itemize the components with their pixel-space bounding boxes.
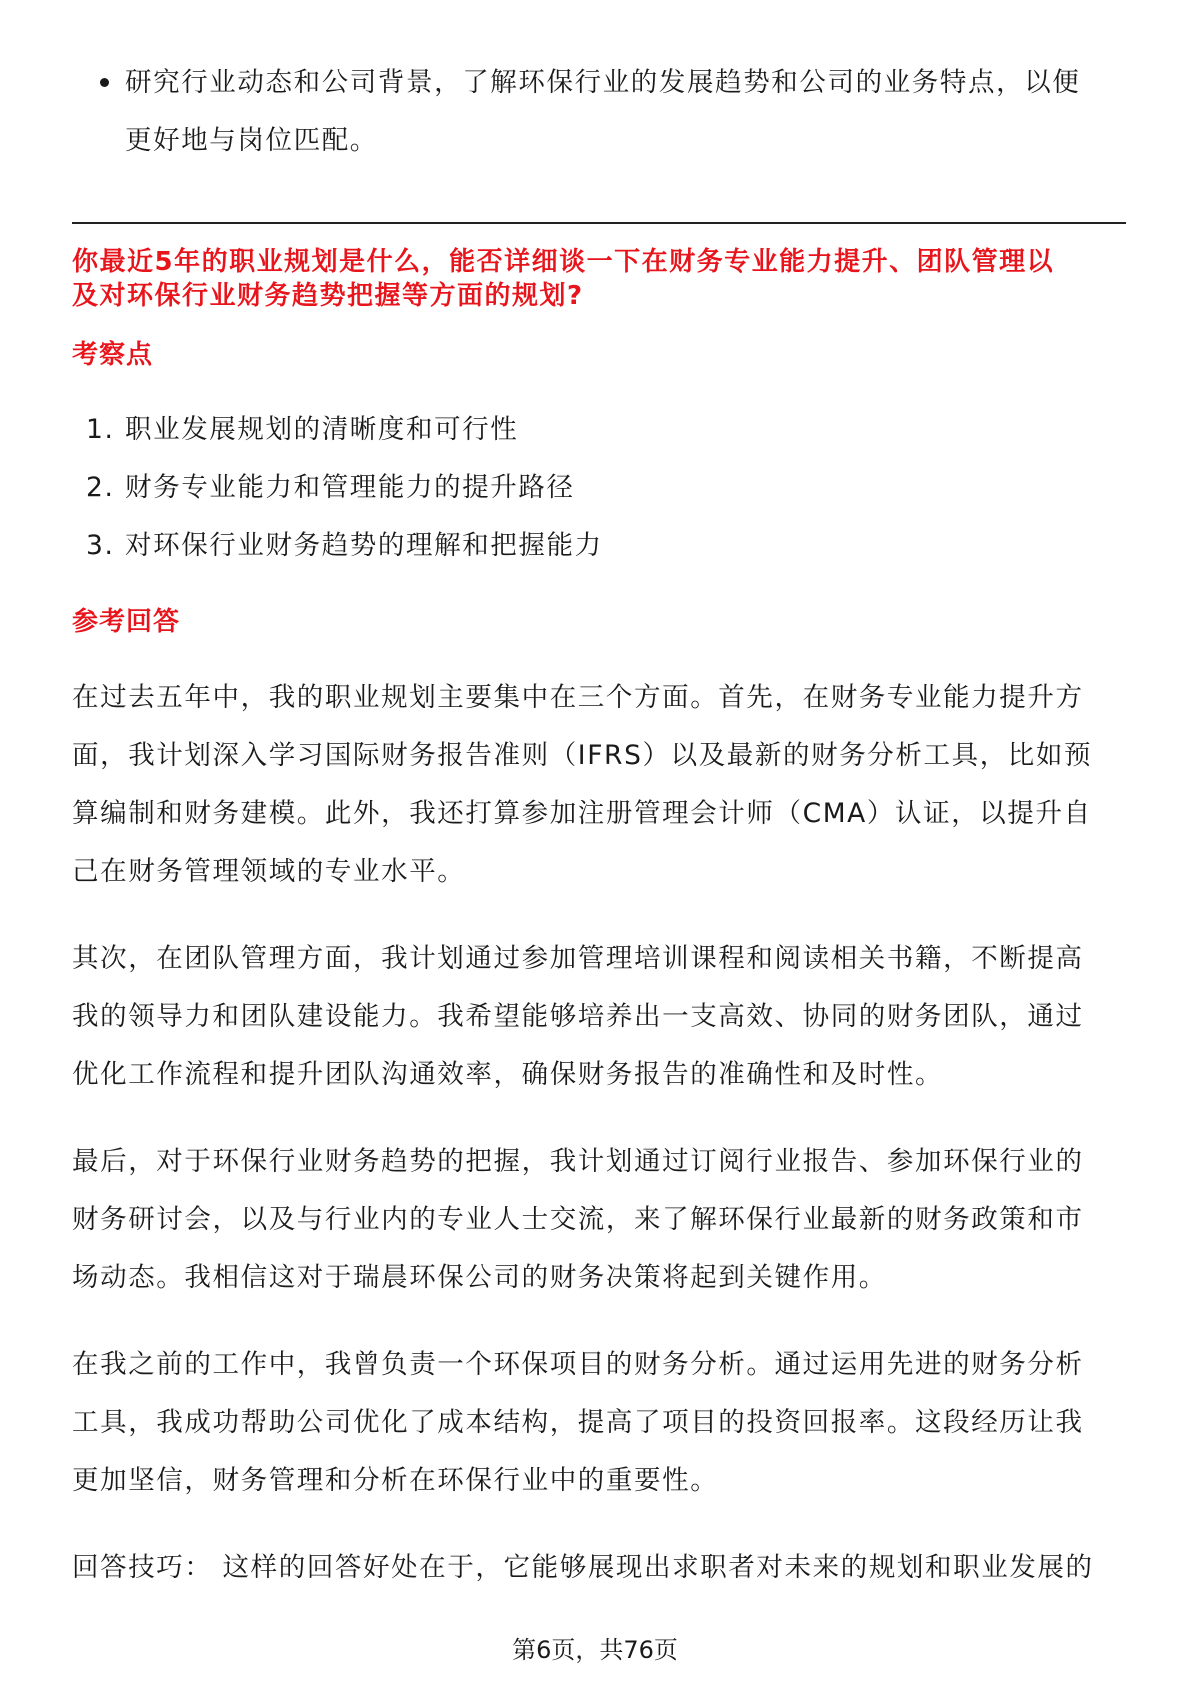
divider: [72, 222, 1126, 224]
section-label: 参考回答: [72, 607, 181, 637]
text-line: 最后，对于环保行业财务趋势的把握，我计划通过订阅行业报告、参加环保行业的: [72, 1146, 1084, 1177]
list-number: 3.: [86, 530, 115, 561]
text-line: 其次，在团队管理方面，我计划通过参加管理培训课程和阅读相关书籍，不断提高: [72, 943, 1084, 974]
text-line: 优化工作流程和提升团队沟通效率，确保财务报告的准确性和及时性。: [72, 1059, 944, 1090]
text-line: 我的领导力和团队建设能力。我希望能够培养出一支高效、协同的财务团队，通过: [72, 1001, 1084, 1032]
text-line: 更好地与岗位匹配。: [125, 125, 378, 156]
text-line: 财务研讨会，以及与行业内的专业人士交流，来了解环保行业最新的财务政策和市: [72, 1204, 1084, 1235]
list-number: 1.: [86, 414, 115, 445]
question-heading: [72, 245, 1132, 313]
text-line: 研究行业动态和公司背景，了解环保行业的发展趋势和公司的业务特点，以便: [125, 67, 1081, 98]
list-item: 财务专业能力和管理能力的提升路径: [125, 472, 575, 503]
list-number: 2.: [86, 472, 115, 503]
section-label: 考察点: [72, 340, 154, 370]
text-line: 己在财务管理领域的专业水平。: [72, 856, 466, 887]
text-line: 回答技巧： 这样的回答好处在于，它能够展现出求职者对未来的规划和职业发展的: [72, 1552, 1094, 1583]
paragraph: [72, 930, 1132, 1104]
text-line: 在我之前的工作中，我曾负责一个环保项目的财务分析。通过运用先进的财务分析: [72, 1349, 1084, 1380]
answer-label: [72, 593, 1132, 651]
text-line: 场动态。我相信这对于瑞晨环保公司的财务决策将起到关键作用。: [72, 1262, 887, 1293]
text-line: 你最近5年的职业规划是什么，能否详细谈一下在财务专业能力提升、团队管理以: [72, 247, 1055, 277]
text-line: 工具，我成功帮助公司优化了成本结构，提高了项目的投资回报率。这段经历让我: [72, 1407, 1084, 1438]
text-line: 在过去五年中，我的职业规划主要集中在三个方面。首先，在财务专业能力提升方: [72, 682, 1084, 713]
bullet-icon: [100, 78, 109, 87]
text-line: 算编制和财务建模。此外，我还打算参加注册管理会计师（CMA）认证，以提升自: [72, 798, 1092, 829]
list-item: 对环保行业财务趋势的理解和把握能力: [125, 530, 603, 561]
paragraph: [72, 1133, 1132, 1307]
paragraph: [72, 669, 1132, 901]
list-item: 职业发展规划的清晰度和可行性: [125, 414, 519, 445]
text-line: 面，我计划深入学习国际财务报告准则（IFRS）以及最新的财务分析工具，比如预: [72, 740, 1093, 771]
text-line: 更加坚信，财务管理和分析在环保行业中的重要性。: [72, 1465, 719, 1496]
page-number: 第6页，共76页: [512, 1636, 678, 1664]
focus-label: [72, 326, 1132, 384]
prev-bullet-text: [125, 54, 1185, 170]
text-line: 及对环保行业财务趋势把握等方面的规划?: [72, 281, 584, 311]
answer-tip: [72, 1539, 1132, 1597]
paragraph: [72, 1336, 1132, 1510]
